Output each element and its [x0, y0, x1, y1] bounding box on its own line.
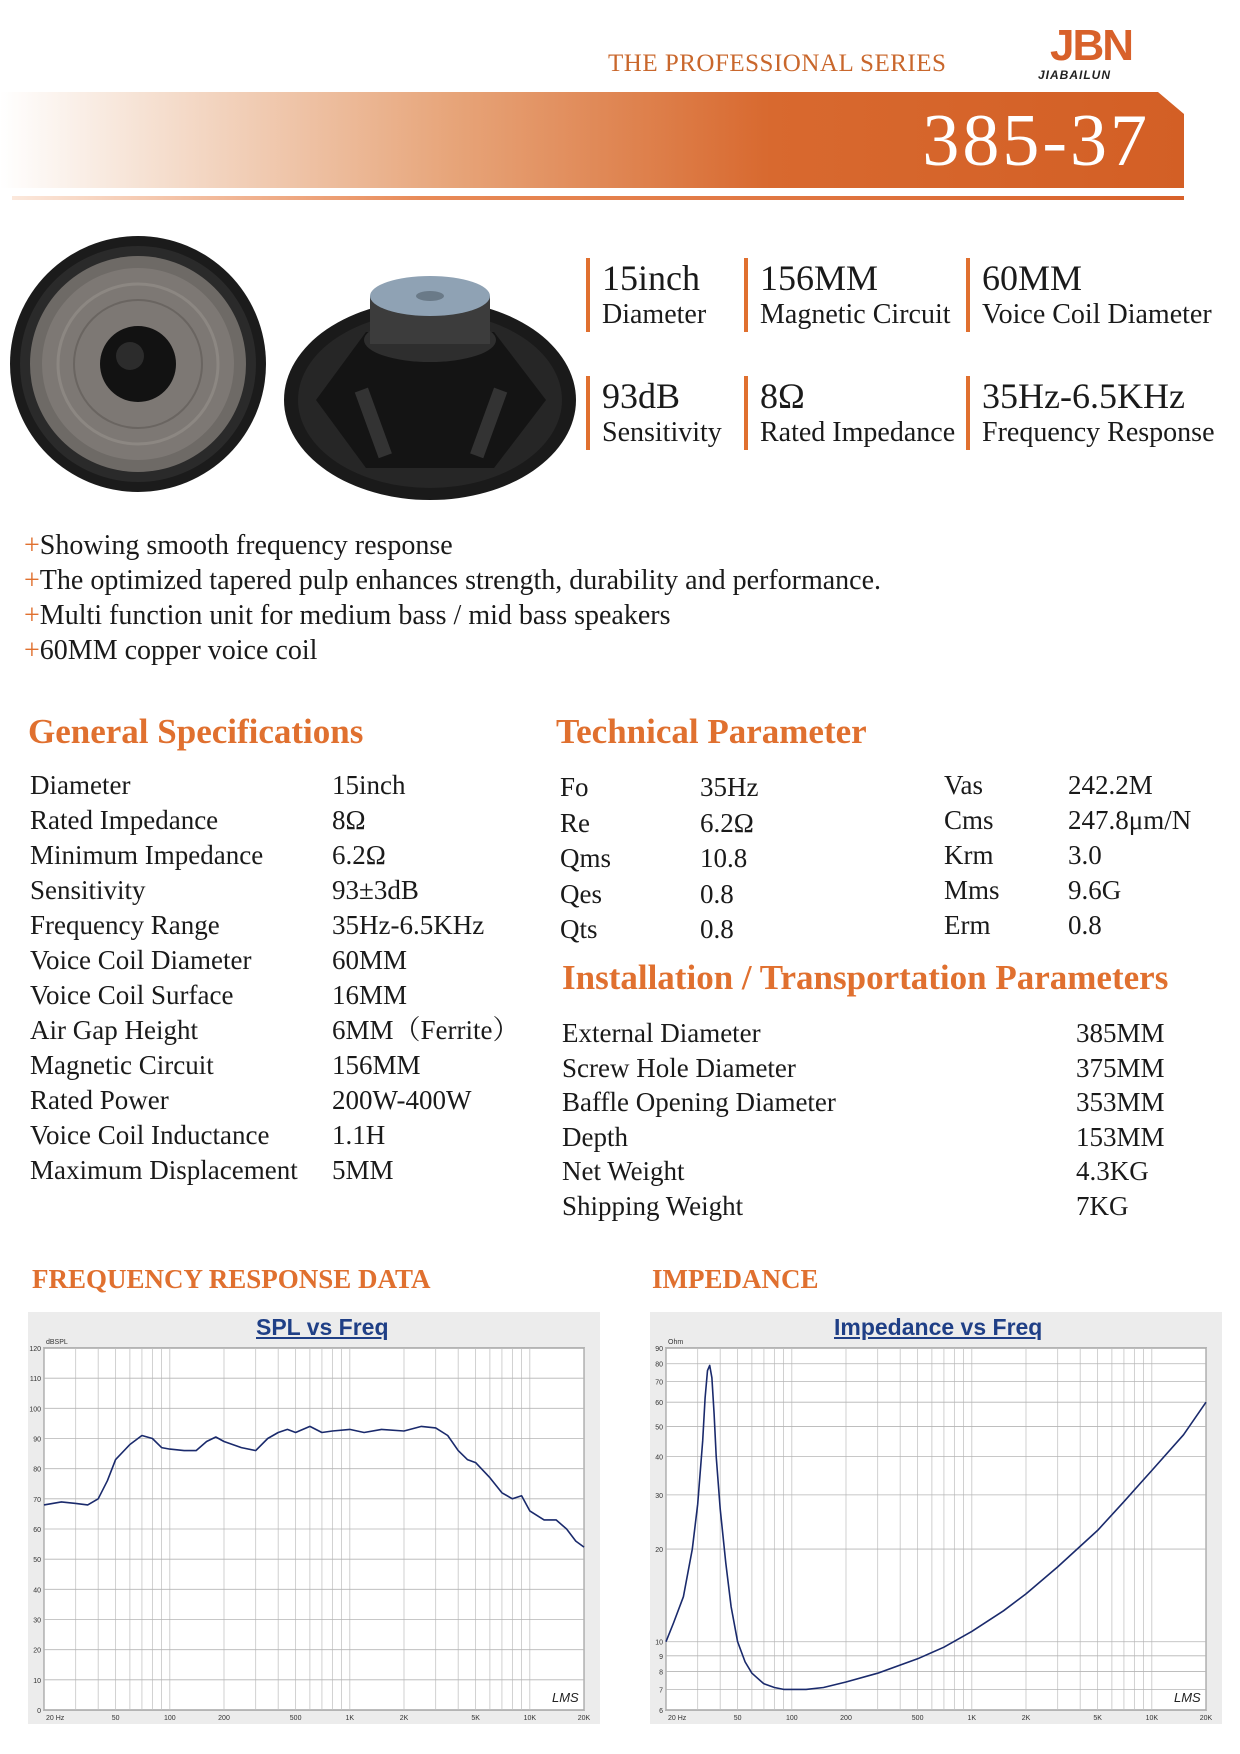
param-name: Erm: [944, 910, 991, 940]
spec-label: Minimum Impedance: [30, 840, 264, 870]
impedance-chart: [650, 1312, 1222, 1724]
y-tick-label: 100: [29, 1406, 41, 1414]
y-tick-label: 40: [655, 1454, 663, 1462]
installation-heading: Installation / Transportation Parameters: [562, 958, 1169, 997]
spec-label: Magnetic Circuit: [30, 1050, 214, 1080]
plus-icon: +: [24, 635, 40, 666]
param-value: 0.8: [700, 878, 734, 909]
x-tick-label: 100: [785, 1715, 798, 1722]
x-tick-label: 20K: [577, 1715, 591, 1722]
feature-list: [24, 528, 881, 668]
param-name: Cms: [944, 805, 994, 835]
impedance-heading: IMPEDANCE: [652, 1264, 819, 1294]
key-spec-voice-coil: [966, 258, 1212, 332]
y-tick-label: 20: [655, 1547, 663, 1555]
y-tick-label: 30: [33, 1617, 41, 1625]
install-label: Screw Hole Diameter: [562, 1052, 796, 1083]
y-tick-label: 40: [33, 1587, 41, 1595]
logo-mark: JBN: [1050, 21, 1133, 70]
x-tick-label: 1K: [967, 1715, 977, 1722]
install-label: Shipping Weight: [562, 1190, 744, 1221]
key-spec-value: 8Ω: [760, 376, 805, 416]
technical-parameter-heading: Technical Parameter: [556, 712, 867, 751]
y-tick-label: 90: [655, 1346, 663, 1353]
y-tick-label: 120: [29, 1346, 41, 1353]
y-tick-label: 7: [659, 1687, 663, 1695]
x-tick-label: 500: [289, 1715, 302, 1722]
y-axis-label: dBSPL: [46, 1339, 68, 1346]
install-label: External Diameter: [562, 1018, 761, 1048]
spec-value: 6.2Ω: [332, 840, 386, 870]
x-tick-label: 20 Hz: [668, 1715, 687, 1722]
model-number: 385-37: [922, 100, 1150, 182]
spec-value: 16MM: [332, 980, 408, 1010]
spec-label: Voice Coil Surface: [30, 980, 234, 1010]
spec-value: 156MM: [332, 1050, 421, 1080]
y-tick-label: 70: [33, 1496, 41, 1504]
spl-chart-plot: [28, 1312, 600, 1724]
install-value: 4.3KG: [1076, 1156, 1149, 1186]
speaker-back-image: [284, 276, 576, 500]
param-value: 0.8: [700, 914, 734, 944]
param-name: Qts: [560, 914, 598, 944]
install-label: Net Weight: [562, 1156, 685, 1186]
spec-label: Rated Impedance: [30, 805, 219, 835]
y-tick-label: 60: [655, 1400, 663, 1408]
param-name: Re: [560, 807, 590, 838]
y-tick-label: 10: [33, 1677, 41, 1685]
key-spec-label: Sensitivity: [602, 417, 722, 448]
param-value: 247.8μm/N: [1068, 805, 1192, 835]
x-tick-label: 500: [911, 1715, 924, 1722]
param-name: Qes: [560, 878, 602, 909]
param-value: 3.0: [1068, 840, 1102, 870]
y-tick-label: 80: [655, 1361, 663, 1369]
logo-subtext: JIABAILUN: [1038, 68, 1112, 82]
spec-value: 5MM: [332, 1155, 394, 1185]
key-spec-value: 60MM: [982, 258, 1083, 298]
spl-chart-title: SPL vs Freq: [256, 1314, 389, 1340]
feature-item: +The optimized tapered pulp enhances strength, durability and performance.: [24, 565, 882, 596]
spec-value: 200W-400W: [332, 1085, 472, 1115]
brand-logo: [1038, 22, 1148, 82]
y-tick-label: 80: [33, 1466, 41, 1474]
key-spec-label: Magnetic Circuit: [760, 299, 951, 330]
key-spec-value: 35Hz-6.5KHz: [982, 376, 1185, 416]
x-tick-label: 200: [218, 1715, 230, 1722]
key-spec-magnetic-circuit: [744, 258, 951, 332]
plus-icon: +: [24, 565, 40, 596]
plus-icon: +: [24, 600, 40, 631]
x-tick-label: 2K: [399, 1715, 409, 1722]
spec-value: 35Hz-6.5KHz: [332, 910, 485, 940]
y-tick-label: 90: [33, 1436, 41, 1444]
param-value: 10.8: [700, 843, 748, 873]
install-value: 385MM: [1076, 1018, 1165, 1048]
param-value: 6.2Ω: [700, 807, 754, 838]
y-tick-label: 70: [655, 1379, 663, 1387]
key-spec-value: 15inch: [602, 258, 700, 298]
y-axis-label: Ohm: [668, 1339, 684, 1346]
x-tick-label: 10K: [1145, 1715, 1159, 1722]
install-value: 353MM: [1076, 1087, 1165, 1117]
banner-underline: [12, 196, 1184, 200]
spec-value: 8Ω: [332, 805, 366, 835]
y-tick-label: 30: [655, 1492, 663, 1500]
spec-label: Sensitivity: [30, 875, 146, 905]
frequency-response-heading: FREQUENCY RESPONSE DATA: [32, 1264, 431, 1294]
y-tick-label: 110: [29, 1376, 41, 1384]
x-tick-label: 5K: [1093, 1715, 1102, 1722]
param-name: Vas: [944, 770, 983, 800]
key-spec-label: Voice Coil Diameter: [982, 299, 1212, 330]
install-value: 7KG: [1076, 1190, 1129, 1221]
x-tick-label: 100: [163, 1715, 176, 1722]
param-name: Qms: [560, 843, 612, 873]
key-spec-diameter: [586, 258, 706, 332]
y-tick-label: 60: [33, 1527, 41, 1534]
watermark-label: LMS: [1174, 1690, 1201, 1705]
y-tick-label: 6: [659, 1708, 663, 1715]
key-spec-label: Rated Impedance: [760, 417, 956, 448]
y-tick-label: 20: [33, 1647, 41, 1655]
y-tick-label: 8: [659, 1669, 663, 1677]
x-tick-label: 2K: [1021, 1715, 1031, 1722]
impedance-chart-plot: [650, 1312, 1222, 1724]
x-tick-label: 50: [733, 1715, 742, 1722]
product-photos: [6, 232, 576, 504]
x-tick-label: 5K: [471, 1715, 480, 1722]
spec-value: 15inch: [332, 770, 406, 800]
install-label: Depth: [562, 1121, 628, 1152]
spec-label: Frequency Range: [30, 910, 220, 940]
spec-label: Maximum Displacement: [30, 1155, 298, 1185]
spl-chart: [28, 1312, 600, 1724]
key-spec-label: Diameter: [602, 299, 707, 330]
y-tick-label: 0: [37, 1708, 41, 1715]
key-spec-impedance: [744, 376, 955, 450]
param-value: 35Hz: [700, 772, 759, 802]
install-value: 153MM: [1076, 1121, 1165, 1152]
x-tick-label: 50: [111, 1715, 120, 1722]
feature-item: +Showing smooth frequency response: [24, 530, 453, 561]
key-spec-frequency-response: [966, 376, 1215, 450]
spec-label: Voice Coil Inductance: [30, 1120, 270, 1150]
y-tick-label: 50: [33, 1557, 41, 1565]
plus-icon: +: [24, 530, 40, 561]
param-name: Mms: [944, 875, 1000, 905]
feature-item: +60MM copper voice coil: [24, 635, 318, 666]
param-name: Krm: [944, 840, 994, 870]
key-spec-value: 156MM: [760, 258, 879, 298]
key-spec-label: Frequency Response: [982, 417, 1215, 448]
x-tick-label: 20K: [1199, 1715, 1213, 1722]
spec-label: Voice Coil Diameter: [30, 945, 252, 975]
impedance-chart-title: Impedance vs Freq: [834, 1314, 1043, 1340]
param-value: 242.2M: [1068, 770, 1153, 800]
x-tick-label: 10K: [523, 1715, 537, 1722]
param-value: 0.8: [1068, 910, 1102, 940]
spec-label: Diameter: [30, 770, 131, 800]
y-tick-label: 10: [655, 1639, 663, 1647]
spec-label: Air Gap Height: [30, 1015, 198, 1045]
y-tick-label: 9: [659, 1653, 663, 1661]
spec-value: 60MM: [332, 945, 408, 975]
spec-value: 1.1H: [332, 1120, 386, 1150]
key-spec-value: 93dB: [602, 376, 681, 416]
x-tick-label: 20 Hz: [46, 1715, 65, 1722]
x-tick-label: 200: [840, 1715, 852, 1722]
speaker-front-image: [10, 236, 266, 492]
general-specs-heading: General Specifications: [28, 712, 364, 751]
spec-label: Rated Power: [30, 1085, 169, 1115]
key-spec-sensitivity: [586, 376, 722, 450]
watermark-label: LMS: [552, 1690, 579, 1705]
install-label: Baffle Opening Diameter: [562, 1087, 836, 1117]
spec-value: 6MM（Ferrite）: [332, 1015, 520, 1045]
param-value: 9.6G: [1068, 875, 1122, 905]
x-tick-label: 1K: [345, 1715, 355, 1722]
y-tick-label: 50: [655, 1424, 663, 1432]
feature-item: +Multi function unit for medium bass / mid bass speakers: [24, 600, 671, 631]
spec-value: 93±3dB: [332, 875, 419, 905]
series-label: THE PROFESSIONAL SERIES: [608, 50, 947, 77]
param-name: Fo: [560, 772, 589, 802]
install-value: 375MM: [1076, 1052, 1165, 1083]
